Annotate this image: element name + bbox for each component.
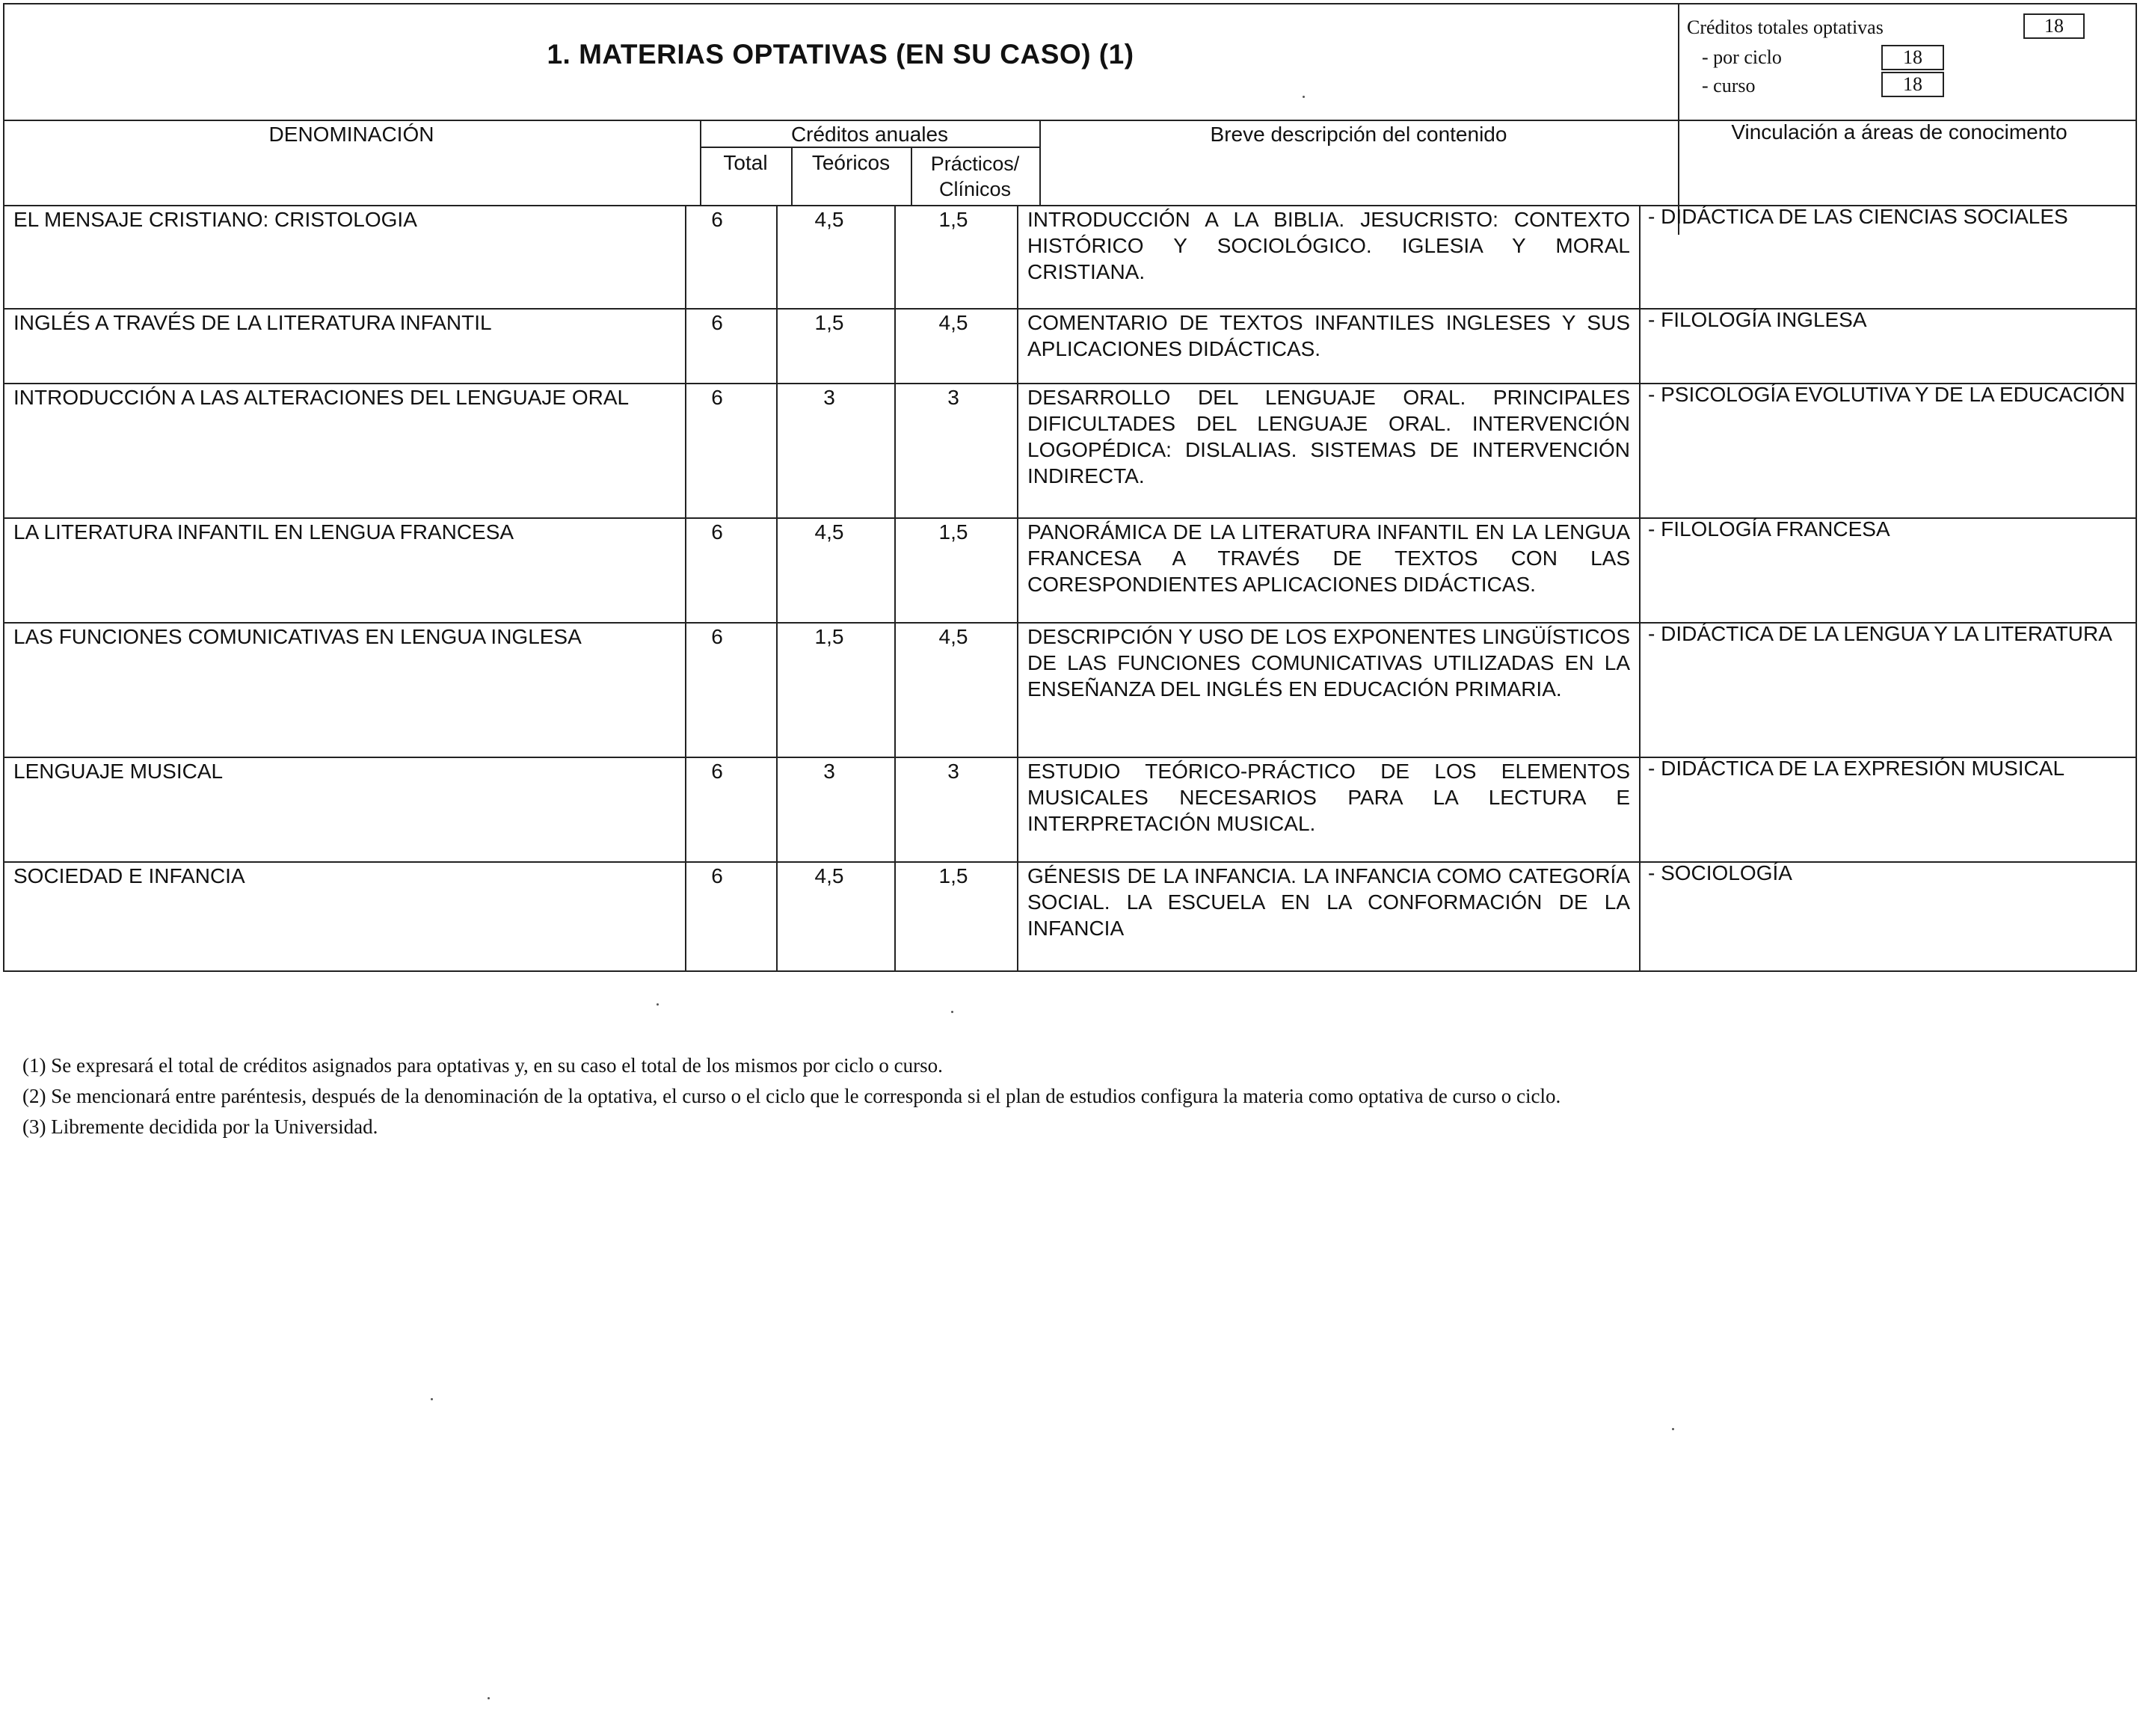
header-teoricos: Teóricos bbox=[811, 151, 891, 174]
credits-total: 6 bbox=[711, 760, 723, 783]
credits-total: 6 bbox=[711, 311, 723, 334]
credits-ciclo-label: - por ciclo bbox=[1702, 46, 1782, 68]
header-denominacion: DENOMINACIÓN bbox=[268, 123, 434, 146]
subject-description: INTRODUCCIÓN A LA BIBLIA. JESUCRISTO: CONTEXTO HISTÓRICO Y SOCIOLÓGICO. IGLESIA Y MORAL CRISTIANA. bbox=[1027, 208, 1630, 283]
credits-teoricos: 1,5 bbox=[814, 311, 844, 334]
subject-name: LAS FUNCIONES COMUNICATIVAS EN LENGUA INGLESA bbox=[13, 625, 582, 648]
scan-speck bbox=[657, 1003, 659, 1006]
footnote-2: (2) Se mencionará entre paréntesis, después de la denominación de la optativa, el curso o el ciclo que le corresponda si el plan de estudios configura la materia como optativa de curso o ciclo. bbox=[22, 1085, 1561, 1107]
credits-total: 6 bbox=[711, 520, 723, 544]
credits-curso-row bbox=[1702, 75, 1755, 97]
credits-summary bbox=[1687, 16, 2121, 106]
page-title: 1. MATERIAS OPTATIVAS (EN SU CASO) (1) bbox=[547, 39, 1134, 70]
credits-curso-label: - curso bbox=[1702, 75, 1756, 96]
subject-description: COMENTARIO DE TEXTOS INFANTILES INGLESES Y SUS APLICACIONES DIDÁCTICAS. bbox=[1027, 311, 1630, 360]
credits-practicos: 4,5 bbox=[938, 311, 968, 334]
scan-speck bbox=[1672, 1428, 1674, 1430]
credits-teoricos: 4,5 bbox=[814, 208, 844, 231]
header-divider-teoricos bbox=[911, 147, 912, 206]
column-separator bbox=[2136, 205, 2137, 970]
credits-teoricos: 4,5 bbox=[814, 520, 844, 544]
footnote-3: (3) Libremente decidida por la Universidad. bbox=[22, 1115, 378, 1138]
footnotes bbox=[22, 1050, 1561, 1142]
scan-speck bbox=[951, 1011, 953, 1013]
credits-ciclo-row bbox=[1702, 46, 1782, 69]
header-practicos: Prácticos/ Clínicos bbox=[930, 153, 1020, 200]
knowledge-area: - DIDÁCTICA DE LA LENGUA Y LA LITERATURA bbox=[1648, 622, 2112, 645]
column-separator bbox=[1639, 205, 1641, 970]
subject-name: EL MENSAJE CRISTIANO: CRISTOLOGIA bbox=[13, 208, 417, 231]
scan-speck bbox=[1303, 96, 1305, 98]
credits-total: 6 bbox=[711, 625, 723, 648]
header-vinculacion: Vinculación a áreas de conocimento bbox=[1731, 120, 2067, 144]
knowledge-area: - PSICOLOGÍA EVOLUTIVA Y DE LA EDUCACIÓN bbox=[1648, 383, 2125, 406]
subject-description: DESARROLLO DEL LENGUAJE ORAL. PRINCIPALES DIFICULTADES DEL LENGUAJE ORAL. INTERVENCIÓN LOGOPÉDICA: DISLALIAS. SISTEMAS DE INTERVENCIÓN INDIRECTA. bbox=[1027, 386, 1630, 487]
credits-practicos: 1,5 bbox=[938, 864, 968, 887]
header-total: Total bbox=[723, 151, 768, 174]
credits-practicos: 3 bbox=[947, 760, 959, 783]
credits-practicos: 3 bbox=[947, 386, 959, 409]
subject-name: INTRODUCCIÓN A LAS ALTERACIONES DEL LENGUAJE ORAL bbox=[13, 386, 630, 409]
credits-total: 6 bbox=[711, 208, 723, 231]
credits-practicos: 1,5 bbox=[938, 520, 968, 544]
subject-description: DESCRIPCIÓN Y USO DE LOS EXPONENTES LINGÜÍSTICOS DE LAS FUNCIONES COMUNICATIVAS UTILIZADAS EN LA ENSEÑANZA DEL INGLÉS EN EDUCACIÓN PRIMARIA. bbox=[1027, 625, 1630, 701]
credits-total-row bbox=[1687, 16, 1884, 39]
credits-teoricos: 4,5 bbox=[814, 864, 844, 887]
subject-description: ESTUDIO TEÓRICO-PRÁCTICO DE LOS ELEMENTOS MUSICALES NECESARIOS PARA LA LECTURA E INTERPRETACIÓN MUSICAL. bbox=[1027, 760, 1630, 835]
creditos-subline bbox=[700, 147, 1039, 148]
knowledge-area: - DIDÁCTICA DE LA EXPRESIÓN MUSICAL bbox=[1648, 757, 2065, 780]
credits-ciclo-value: 18 bbox=[1881, 45, 1944, 70]
header-creditos-anuales: Créditos anuales bbox=[790, 123, 949, 146]
column-separator bbox=[3, 205, 4, 970]
credits-total: 6 bbox=[711, 864, 723, 887]
subject-description: GÉNESIS DE LA INFANCIA. LA INFANCIA COMO CATEGORÍA SOCIAL. LA ESCUELA EN LA CONFORMACIÓN DE LA INFANCIA bbox=[1027, 864, 1630, 940]
row-separator bbox=[3, 970, 2137, 972]
column-separator bbox=[1017, 205, 1018, 970]
credits-practicos: 4,5 bbox=[938, 625, 968, 648]
header-descripcion: Breve descripción del contenido bbox=[1210, 123, 1507, 146]
footnote-1: (1) Se expresará el total de créditos asignados para optativas y, en su caso el total de los mismos por ciclo o curso. bbox=[22, 1054, 943, 1077]
subject-name: SOCIEDAD E INFANCIA bbox=[13, 864, 245, 887]
knowledge-area: - FILOLOGÍA INGLESA bbox=[1648, 308, 1867, 331]
credits-total: 6 bbox=[711, 386, 723, 409]
credits-teoricos: 1,5 bbox=[814, 625, 844, 648]
knowledge-area: - FILOLOGÍA FRANCESA bbox=[1648, 517, 1890, 541]
subject-name: INGLÉS A TRAVÉS DE LA LITERATURA INFANTIL bbox=[13, 311, 492, 334]
credits-teoricos: 3 bbox=[823, 760, 835, 783]
subject-name: LA LITERATURA INFANTIL EN LENGUA FRANCESA bbox=[13, 520, 514, 544]
knowledge-area: - DIDÁCTICA DE LAS CIENCIAS SOCIALES bbox=[1648, 205, 2068, 228]
credits-total-value: 18 bbox=[2023, 13, 2085, 39]
scan-speck bbox=[431, 1398, 433, 1400]
scan-speck bbox=[488, 1697, 490, 1699]
credits-practicos: 1,5 bbox=[938, 208, 968, 231]
subject-description: PANORÁMICA DE LA LITERATURA INFANTIL EN LA LENGUA FRANCESA A TRAVÉS DE TEXTOS CON LAS CORESPONDIENTES APLICACIONES DIDÁCTICAS. bbox=[1027, 520, 1630, 596]
credits-teoricos: 3 bbox=[823, 386, 835, 409]
knowledge-area: - SOCIOLOGÍA bbox=[1648, 861, 1792, 884]
credits-curso-value: 18 bbox=[1881, 72, 1944, 97]
subject-name: LENGUAJE MUSICAL bbox=[13, 760, 224, 783]
credits-total-label: Créditos totales optativas bbox=[1687, 16, 1884, 38]
